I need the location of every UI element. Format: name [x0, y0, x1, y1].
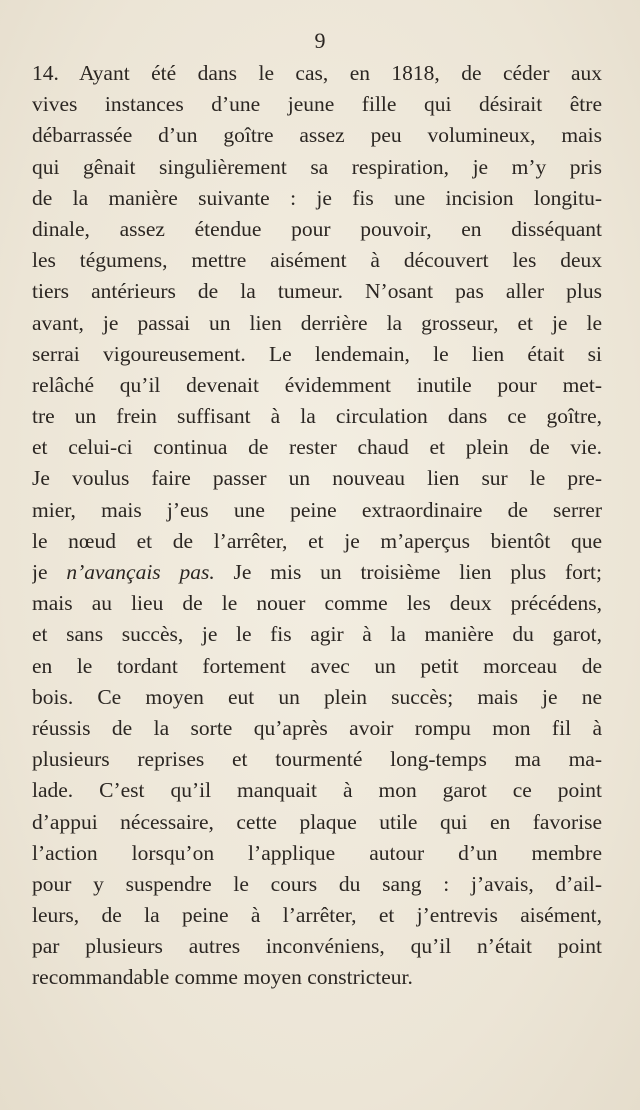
- text-line: relâché qu’il devenait évidemment inutile pour met-: [32, 372, 602, 397]
- text-line: par plusieurs autres inconvéniens, qu’il n’était point: [32, 934, 602, 959]
- page-number: 9: [314, 28, 326, 53]
- text-line: bois. Ce moyen eut un plein succès; mais je ne: [32, 684, 602, 709]
- italic-phrase: n’avançais pas.: [66, 560, 215, 584]
- text-line: leurs, de la peine à l’arrêter, et j’entrevis aisément,: [32, 903, 602, 928]
- text-line: mais au lieu de le nouer comme les deux précédens,: [32, 591, 602, 616]
- text-line: le nœud et de l’arrêter, et je m’aperçus bientôt que: [32, 528, 602, 553]
- text-segment: je: [32, 560, 67, 584]
- text-line: débarrassée d’un goître assez peu volumineux, mais: [32, 123, 602, 148]
- text-line: plusieurs reprises et tourmenté long-temps ma ma-: [32, 747, 602, 772]
- text-line: dinale, assez étendue pour pouvoir, en disséquant: [32, 216, 602, 241]
- text-line-with-italic: [32, 557, 602, 588]
- text-line: Je voulus faire passer un nouveau lien sur le pre-: [32, 466, 602, 491]
- text-line: et celui-ci continua de rester chaud et plein de vie.: [32, 435, 602, 460]
- text-line: les tégumens, mettre aisément à découvert les deux: [32, 248, 602, 273]
- text-line: l’action lorsqu’on l’applique autour d’un membre: [32, 840, 602, 865]
- text-line: serrai vigoureusement. Le lendemain, le lien était si: [32, 341, 602, 366]
- text-line: recommandable comme moyen constricteur.: [32, 965, 413, 990]
- text-line: qui gênait singulièrement sa respiration, je m’y pris: [32, 154, 602, 179]
- text-line: 14. Ayant été dans le cas, en 1818, de céder aux: [32, 61, 602, 85]
- text-line: vives instances d’une jeune fille qui désirait être: [32, 92, 602, 117]
- body-text: [32, 58, 602, 994]
- text-segment: Je mis un troisième lien plus fort;: [214, 560, 602, 584]
- text-line: et sans succès, je le fis agir à la manière du garot,: [32, 622, 602, 647]
- text-line: tre un frein suffisant à la circulation dans ce goître,: [32, 404, 602, 429]
- text-line: en le tordant fortement avec un petit morceau de: [32, 653, 602, 678]
- text-line: lade. C’est qu’il manquait à mon garot ce point: [32, 778, 602, 803]
- text-line: avant, je passai un lien derrière la grosseur, et je le: [32, 310, 602, 335]
- text-line: mier, mais j’eus une peine extraordinaire de serrer: [32, 497, 602, 522]
- text-line: réussis de la sorte qu’après avoir rompu mon fil à: [32, 715, 602, 740]
- text-line: d’appui nécessaire, cette plaque utile qui en favorise: [32, 809, 602, 834]
- text-line: de la manière suivante : je fis une incision longitu-: [32, 185, 602, 210]
- text-line: tiers antérieurs de la tumeur. N’osant pas aller plus: [32, 279, 602, 304]
- text-line: pour y suspendre le cours du sang : j’avais, d’ail-: [32, 871, 602, 896]
